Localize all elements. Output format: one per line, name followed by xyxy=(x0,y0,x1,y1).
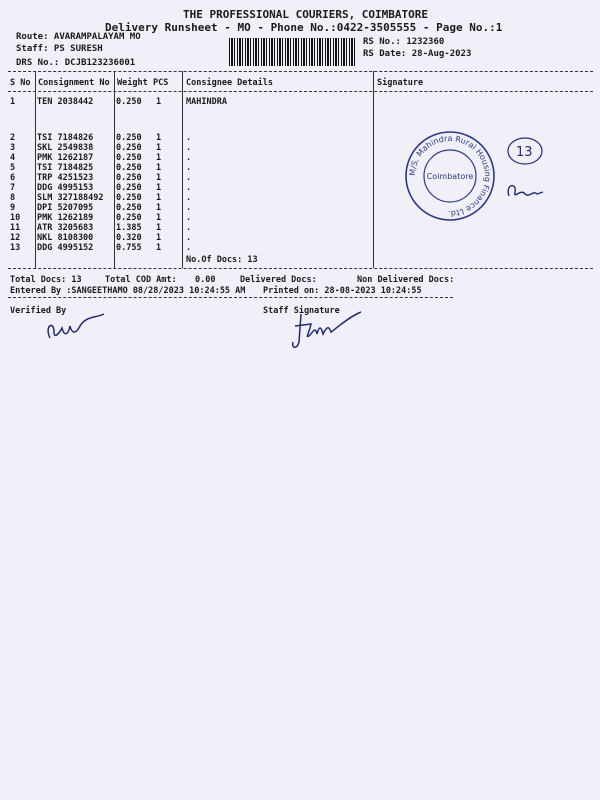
non-delivered-docs: Non Delivered Docs: xyxy=(357,275,455,285)
cell-consignee: . xyxy=(186,183,192,193)
total-cod-value: 0.00 xyxy=(195,275,216,285)
header-pcs: PCS xyxy=(153,78,169,88)
staff-signature-label: Staff Signature xyxy=(263,306,340,316)
stamp-city: Coimbatore xyxy=(426,172,474,181)
cell-consignment: NKL 8108300 xyxy=(37,233,94,243)
table-header-rule xyxy=(8,91,593,92)
cell-pcs: 1 xyxy=(156,183,162,193)
no-of-docs: No.Of Docs: 13 xyxy=(186,255,258,265)
cell-sno: 13 xyxy=(10,243,21,253)
cell-sno: 9 xyxy=(10,203,16,213)
cell-consignee: . xyxy=(186,133,192,143)
delivered-docs: Delivered Docs: xyxy=(240,275,317,285)
table-row xyxy=(0,203,600,213)
company-title: THE PROFESSIONAL COURIERS, COIMBATORE xyxy=(183,8,429,21)
cell-weight: 0.320 xyxy=(116,233,142,243)
header-signature: Signature xyxy=(377,78,424,88)
cell-weight: 0.250 xyxy=(116,153,142,163)
route-label: Route: AVARAMPALAYAM MO xyxy=(16,32,141,42)
cell-pcs: 1 xyxy=(156,213,162,223)
handwritten-count-mark xyxy=(505,135,547,167)
cell-consignment: DPI 5207095 xyxy=(37,203,94,213)
verified-by-label: Verified By xyxy=(10,306,67,316)
cell-pcs: 1 xyxy=(156,143,162,153)
cell-consignee: . xyxy=(186,243,192,253)
cell-consignee: . xyxy=(186,203,192,213)
cell-consignment: ATR 3205683 xyxy=(37,223,94,233)
cell-pcs: 1 xyxy=(156,223,162,233)
table-row xyxy=(0,213,600,223)
cell-consignment: TRP 4251523 xyxy=(37,173,94,183)
cell-sno: 11 xyxy=(10,223,21,233)
table-row xyxy=(0,97,600,107)
cell-consignment: SKL 2549838 xyxy=(37,143,94,153)
cell-consignee: . xyxy=(186,163,192,173)
cell-sno: 1 xyxy=(10,97,16,107)
cell-pcs: 1 xyxy=(156,163,162,173)
staff-signature-icon xyxy=(285,308,365,354)
cell-pcs: 1 xyxy=(156,153,162,163)
cell-pcs: 1 xyxy=(156,133,162,143)
cell-pcs: 1 xyxy=(156,243,162,253)
receiver-initials-icon xyxy=(503,180,553,204)
cell-weight: 0.250 xyxy=(116,163,142,173)
cell-consignee: . xyxy=(186,223,192,233)
barcode xyxy=(229,38,355,66)
verifier-signature-icon xyxy=(42,312,112,348)
cell-consignee: . xyxy=(186,213,192,223)
cell-weight: 0.250 xyxy=(116,183,142,193)
cell-consignment: SLM 327188492 xyxy=(37,193,104,203)
cell-consignee: . xyxy=(186,173,192,183)
cell-consignee: . xyxy=(186,143,192,153)
cell-sno: 12 xyxy=(10,233,21,243)
cell-sno: 7 xyxy=(10,183,16,193)
table-row xyxy=(0,223,600,233)
cell-consignment: DDG 4995153 xyxy=(37,183,94,193)
cell-pcs: 1 xyxy=(156,233,162,243)
cell-sno: 4 xyxy=(10,153,16,163)
stamp-text: M/S. Mahindra Rural Housing Finance Ltd. xyxy=(407,133,493,219)
rs-number: RS No.: 1232360 xyxy=(363,37,445,47)
cell-consignment: TSI 7184826 xyxy=(37,133,94,143)
cell-pcs: 1 xyxy=(156,193,162,203)
cell-weight: 0.250 xyxy=(116,193,142,203)
company-stamp xyxy=(404,130,496,222)
cell-weight: 0.250 xyxy=(116,203,142,213)
header-consignment: Consignment No xyxy=(38,78,110,88)
printed-on: Printed on: 28-08-2023 10:24:55 xyxy=(263,286,422,296)
header-weight: Weight xyxy=(117,78,148,88)
cell-weight: 0.250 xyxy=(116,173,142,183)
table-row xyxy=(0,243,600,253)
cell-sno: 6 xyxy=(10,173,16,183)
cell-consignment: DDG 4995152 xyxy=(37,243,94,253)
cell-weight: 0.755 xyxy=(116,243,142,253)
rs-date: RS Date: 28-Aug-2023 xyxy=(363,49,472,59)
cell-consignment: PMK 1262187 xyxy=(37,153,94,163)
cell-weight: 0.250 xyxy=(116,97,142,107)
cell-sno: 3 xyxy=(10,143,16,153)
cell-pcs: 1 xyxy=(156,97,162,107)
staff-label: Staff: PS SURESH xyxy=(16,44,103,54)
total-cod-label: Total COD Amt: xyxy=(105,275,177,285)
cell-consignee: . xyxy=(186,193,192,203)
cell-weight: 1.385 xyxy=(116,223,142,233)
handwritten-count: 13 xyxy=(516,145,533,160)
cell-consignee: . xyxy=(186,233,192,243)
entered-by: Entered By :SANGEETHAMO 08/28/2023 10:24:55 AM xyxy=(10,286,246,296)
cell-weight: 0.250 xyxy=(116,213,142,223)
cell-pcs: 1 xyxy=(156,203,162,213)
cell-consignment: TEN 2038442 xyxy=(37,97,94,107)
cell-sno: 2 xyxy=(10,133,16,143)
cell-sno: 5 xyxy=(10,163,16,173)
cell-sno: 10 xyxy=(10,213,21,223)
table-bottom-rule xyxy=(8,268,593,269)
cell-consignee: MAHINDRA xyxy=(186,97,227,107)
header-consignee: Consignee Details xyxy=(186,78,273,88)
cell-consignment: PMK 1262189 xyxy=(37,213,94,223)
cell-consignment: TSI 7184825 xyxy=(37,163,94,173)
total-docs: Total Docs: 13 xyxy=(10,275,82,285)
table-row xyxy=(0,233,600,243)
cell-pcs: 1 xyxy=(156,173,162,183)
summary-rule xyxy=(8,297,453,298)
cell-weight: 0.250 xyxy=(116,143,142,153)
cell-consignee: . xyxy=(186,153,192,163)
table-top-rule xyxy=(8,71,593,72)
drs-number: DRS No.: DCJB123236001 xyxy=(16,58,136,68)
cell-weight: 0.250 xyxy=(116,133,142,143)
runsheet-title: Delivery Runsheet - MO - Phone No.:0422-3505555 - Page No.:1 xyxy=(105,21,503,34)
cell-sno: 8 xyxy=(10,193,16,203)
header-sno: S No xyxy=(10,78,31,88)
